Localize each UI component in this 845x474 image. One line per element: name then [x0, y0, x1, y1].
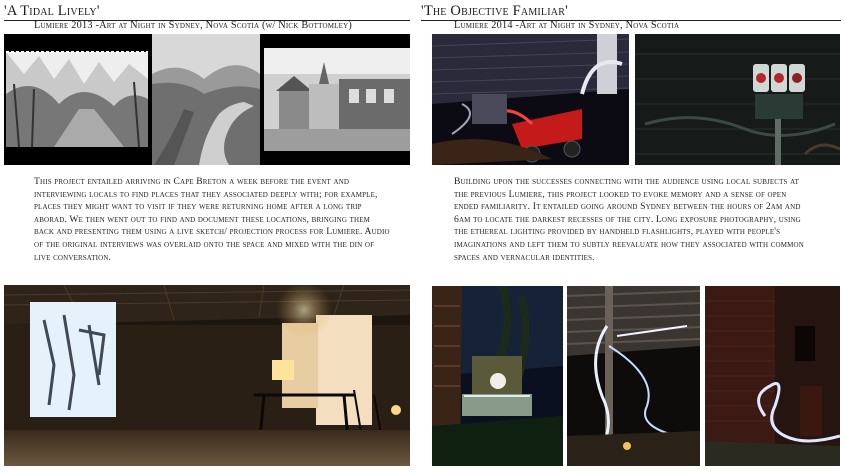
- left-project-subtitle: Lumiere 2013 -Art at Night in Sydney, Nova Scotia (w/ Nick Bottomley): [34, 20, 352, 31]
- left-project-title: 'A Tidal Lively': [4, 3, 100, 19]
- backyard-flashlight-photo: [432, 286, 563, 466]
- shed-light-painting-photo: [567, 286, 700, 466]
- right-project-description: Building upon the successes connecting with the audience using local subjects at the previous Lumiere, this project looked to evoke memory and a sense of open ended familiarity. It entailed going around Sydney between the hours of 2am and 6am to locate the darkest recesses of the city. Long exposure photography, using the ethereal lighting provided by handheld flashlights, played with people's imaginations and left them to subtly reevaluate how they associated with common spaces and vernacular identities.: [454, 176, 804, 263]
- wall-meters-long-exposure-photo: [635, 34, 840, 165]
- brick-wall-light-trail-photo: [705, 286, 840, 466]
- gallery-installation-photo: [4, 285, 410, 466]
- right-project-subtitle: Lumiere 2014 -Art at Night in Sydney, Nova Scotia: [454, 20, 680, 31]
- right-project-title: 'The Objective Familiar': [421, 3, 568, 19]
- left-project-description: This project entailed arriving in Cape Breton a week before the event and interviewing locals to find places that they associated deeply with; for example, places they might want to visit if they were returning home after a long trip aborad. We then went out to find and document these locations, bringing them back and presenting them using a live sketch/ projection process for Lumiere. Audio of the original interviews was overlaid onto the space and mixed with the din of live conversation.: [34, 176, 390, 263]
- sketch-projection-triptych: [4, 34, 410, 165]
- red-wagon-long-exposure-photo: [432, 34, 629, 165]
